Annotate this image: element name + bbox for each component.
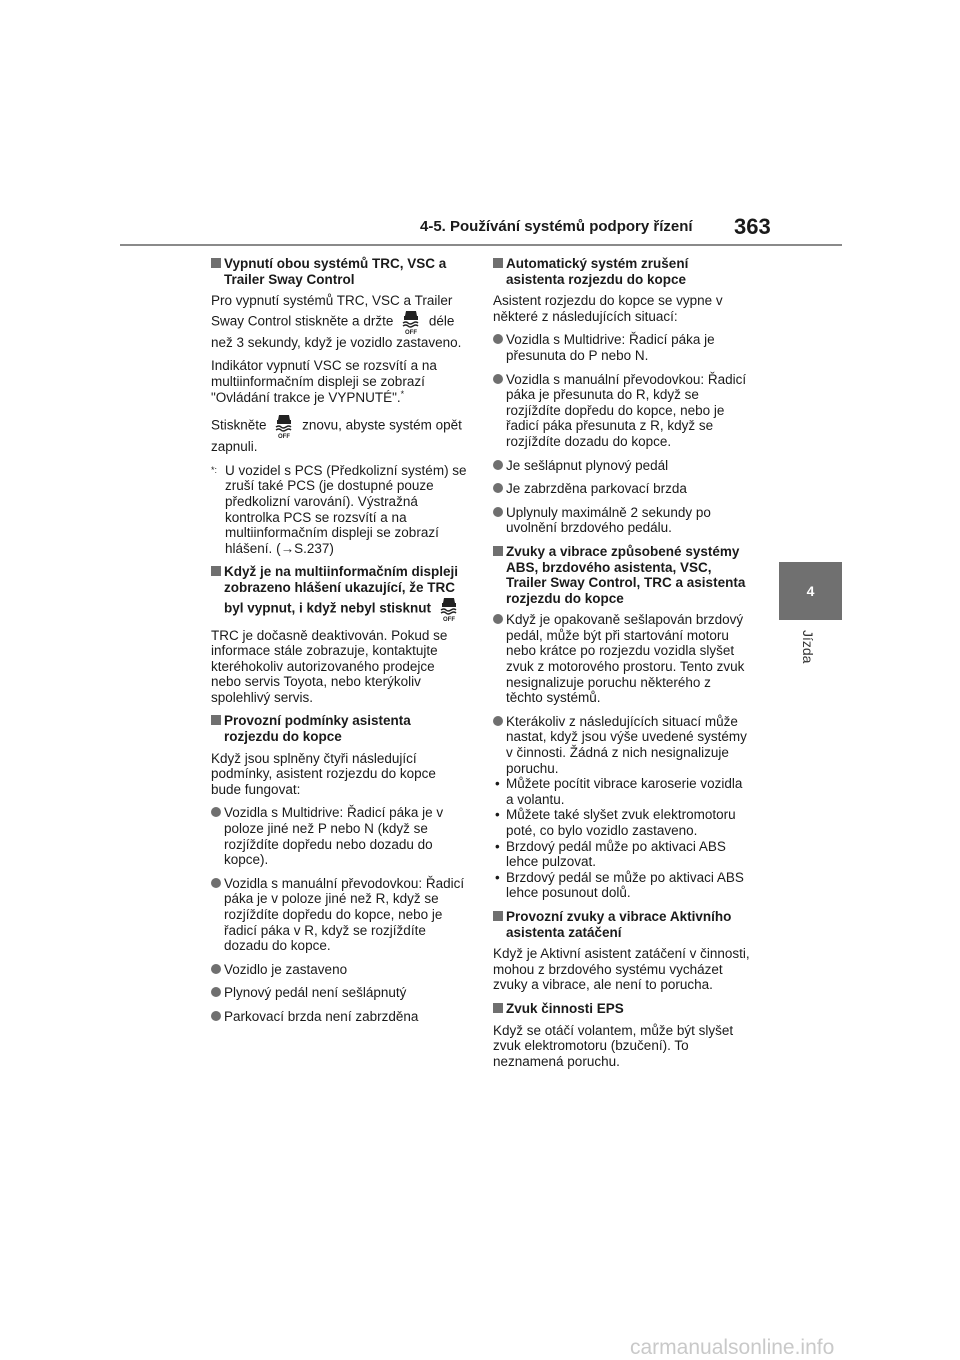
heading-trc-message: Když je na multiinformačním displeji zobrazeno hlášení ukazující, že TRC byl vypnut, i když nebyl stisknut OFF — [211, 564, 468, 621]
circle-bullet-icon — [493, 374, 503, 384]
circle-bullet-icon — [493, 483, 503, 493]
square-bullet-icon — [211, 258, 221, 268]
circle-bullet-icon — [211, 964, 221, 974]
circle-bullet-icon — [493, 507, 503, 517]
sub-list-item: • Můžete také slyšet zvuk elektromotoru poté, co bylo vozidlo zastaveno. — [495, 807, 736, 838]
list-item: Kterákoliv z následujících situací může nastat, když jsou výše uvedené systémy v činnosti. Žádná z nich nesignalizuje poruchu. — [493, 714, 750, 776]
list-item: Je zabrzděna parkovací brzda — [493, 481, 750, 497]
circle-bullet-icon — [211, 807, 221, 817]
sub-list-item: • Brzdový pedál se může po aktivaci ABS lehce posunout dolů. — [495, 869, 744, 901]
heading-hill-start-cancel: Automatický systém zrušení asistenta rozjezdu do kopce — [493, 256, 750, 287]
square-bullet-icon — [211, 715, 221, 725]
list-item: Vozidlo je zastaveno — [211, 962, 468, 978]
list-item: Když je opakovaně sešlapován brzdový pedál, může být při startování motoru nebo krátce po rozjezdu vozidla slyšet zvuk z motorového prostoru. Tento zvuk nesignalizuje poruchu některého z těchto systémů. — [493, 612, 750, 706]
circle-bullet-icon — [211, 878, 221, 888]
paragraph: Když jsou splněny čtyři následující podmínky, asistent rozjezdu do kopce bude fungovat: — [211, 750, 436, 797]
footnote: *: U vozidel s PCS (Předkolizní systém) se zruší také PCS (je dostupné pouze předkolizní varování). Výstražná kontrolka PCS se rozsvítí a na multiinformačním displeji se zobrazí hlášení. (→S.237) — [211, 462, 467, 556]
list-item: Vozidla s manuální převodovkou: Řadicí páka je v poloze jiné než R, když se rozjíždíte dopředu do kopce, nebo je řadicí páka v R, když se rozjíždíte dozadu do kopce. — [211, 876, 468, 954]
heading-active-cornering: Provozní zvuky a vibrace Aktivního asistenta zatáčení — [493, 909, 750, 940]
paragraph: Stiskněte OFF znovu, abyste systém opět zapnuli. — [211, 413, 468, 455]
skid-car-off-icon — [438, 596, 460, 622]
list-item: Vozidla s manuální převodovkou: Řadicí páka je přesunuta do R, když se rozjíždíte dopředu do kopce, nebo je řadicí páka přesunuta z R, když se rozjíždíte dozadu do kopce. — [493, 372, 750, 450]
list-item: Je sešlápnut plynový pedál — [493, 458, 750, 474]
skid-car-off-icon — [400, 309, 422, 335]
chapter-number: 4 — [806, 583, 815, 599]
square-bullet-icon — [493, 546, 503, 556]
skid-car-off-icon — [273, 413, 295, 439]
heading-hill-start-conditions: Provozní podmínky asistenta rozjezdu do kopce — [211, 713, 468, 744]
paragraph: Pro vypnutí systémů TRC, VSC a Trailer Sway Control stiskněte a držte OFF déle než 3 sekundy, když je vozidlo zastaveno. — [211, 293, 462, 350]
list-item: Vozidla s Multidrive: Řadicí páka je přesunuta do P nebo N. — [493, 332, 750, 363]
watermark: carmanualsonline.info — [630, 1336, 835, 1359]
section-title: 4-5. Používání systémů podpory řízení — [420, 218, 693, 235]
svg-text:OFF: OFF — [278, 434, 291, 440]
heading-trc-vsc-off: Vypnutí obou systémů TRC, VSC a Trailer Sway Control — [211, 256, 468, 287]
arrow-right-icon: → — [280, 540, 295, 556]
page-number: 363 — [734, 214, 771, 239]
svg-text:OFF: OFF — [405, 329, 418, 335]
heading-eps-sound: Zvuk činnosti EPS — [493, 1001, 750, 1017]
paragraph: Asistent rozjezdu do kopce se vypne v některé z následujících situací: — [493, 293, 723, 324]
header-divider — [120, 244, 842, 246]
circle-bullet-icon — [493, 334, 503, 344]
list-item: Vozidla s Multidrive: Řadicí páka je v poloze jiné než P nebo N (když se rozjíždíte dopředu nebo dozadu do kopce). — [211, 805, 468, 867]
list-item: Parkovací brzda není zabrzděna — [211, 1009, 468, 1025]
sub-list-item: • Brzdový pedál může po aktivaci ABS lehce pulzovat. — [495, 838, 726, 870]
circle-bullet-icon — [493, 614, 503, 624]
square-bullet-icon — [211, 566, 221, 576]
list-item: Uplynuly maximálně 2 sekundy po uvolnění brzdového pedálu. — [493, 505, 750, 536]
right-column — [493, 256, 750, 1077]
circle-bullet-icon — [211, 1011, 221, 1021]
svg-text:OFF: OFF — [442, 616, 455, 622]
square-bullet-icon — [493, 1003, 503, 1013]
circle-bullet-icon — [211, 987, 221, 997]
heading-sounds-vibrations: Zvuky a vibrace způsobené systémy ABS, brzdového asistenta, VSC, Trailer Sway Control, TRC a asistenta rozjezdu do kopce — [493, 544, 750, 606]
page-reference-link[interactable]: S.237 — [294, 540, 330, 556]
paragraph: Indikátor vypnutí VSC se rozsvítí a na multiinformačním displeji se zobrazí "Ovládání trakce je VYPNUTÉ".* — [211, 358, 437, 405]
list-item: Plynový pedál není sešlápnutý — [211, 985, 468, 1001]
paragraph: TRC je dočasně deaktivován. Pokud se informace stále zobrazuje, kontaktujte kteréhokoliv autorizovaného prodejce nebo servis Toyota, nebo kterýkoliv spolehlivý servis. — [211, 627, 448, 705]
circle-bullet-icon — [493, 716, 503, 726]
paragraph: Když je Aktivní asistent zatáčení v činnosti, mohou z brzdového systému vycházet zvuky a vibrace, ale není to porucha. — [493, 946, 750, 993]
left-column — [211, 256, 468, 1033]
square-bullet-icon — [493, 258, 503, 268]
square-bullet-icon — [493, 911, 503, 921]
paragraph: Když se otáčí volantem, může být slyšet zvuk elektromotoru (bzučení). To neznamená poruchu. — [493, 1022, 734, 1069]
sub-list-item: • Můžete pocítit vibrace karoserie vozidla a volantu. — [495, 776, 743, 807]
chapter-tab[interactable] — [779, 562, 842, 620]
circle-bullet-icon — [493, 460, 503, 470]
chapter-name: Jízda — [800, 630, 816, 664]
